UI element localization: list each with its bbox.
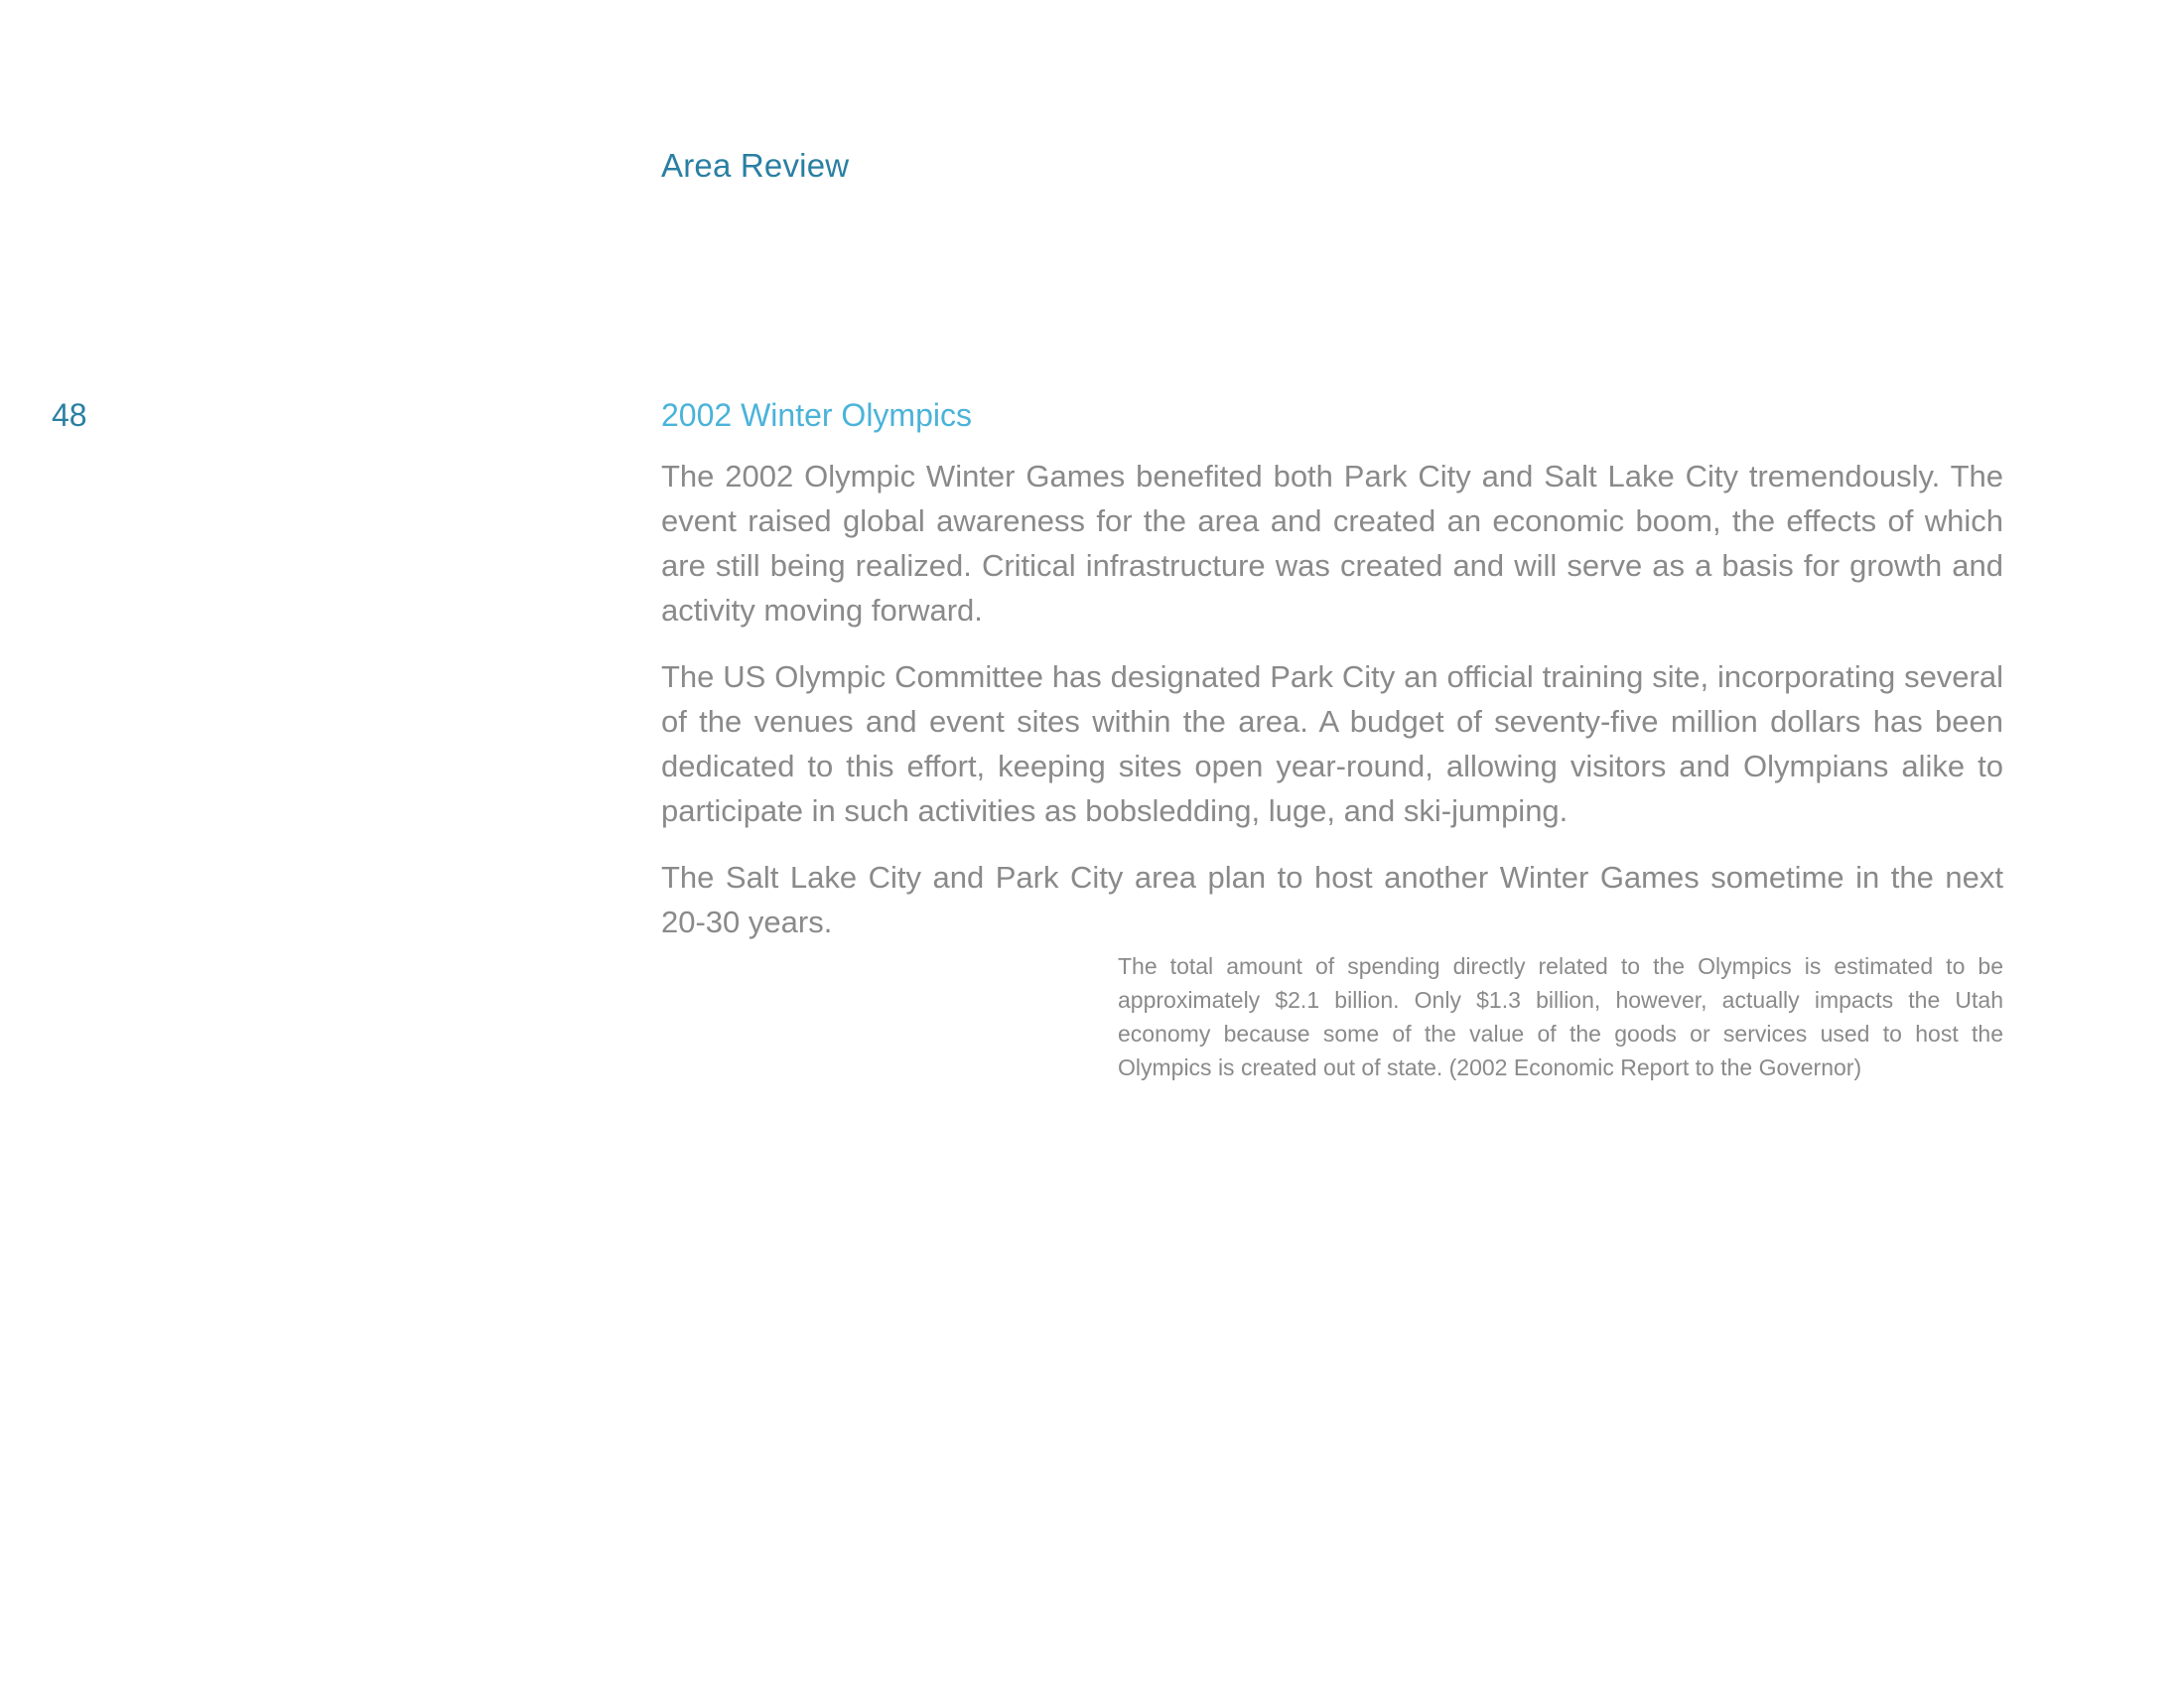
article-body xyxy=(661,397,2003,944)
paragraph: The Salt Lake City and Park City area plan to host another Winter Games sometime in the next 20-30 years. xyxy=(661,860,2003,939)
paragraph: The 2002 Olympic Winter Games benefited both Park City and Salt Lake City tremendously. The event raised global awareness for the area and created an economic boom, the effects of which are still being realized. Critical infrastructure was created and will serve as a basis for growth and activity moving forward. xyxy=(661,459,2003,628)
page-number: 48 xyxy=(52,397,87,433)
section-label: Area Review xyxy=(661,147,850,184)
paragraph: The US Olympic Committee has designated Park City an official training site, incorporating several of the venues and event sites within the area. A budget of seventy-five million dollars has been dedicated to this effort, keeping sites open year-round, allowing visitors and Olympians alike to participate in such activities as bobsledding, luge, and ski-jumping. xyxy=(661,659,2003,828)
sidenote: The total amount of spending directly related to the Olympics is estimated to be approximately $2.1 billion. Only $1.3 billion, however, actually impacts the Utah economy because some of the value of the goods or services used to host the Olympics is created out of state. (2002 Economic Report to the Governor) xyxy=(1118,953,2003,1080)
article-heading: 2002 Winter Olympics xyxy=(661,397,972,433)
